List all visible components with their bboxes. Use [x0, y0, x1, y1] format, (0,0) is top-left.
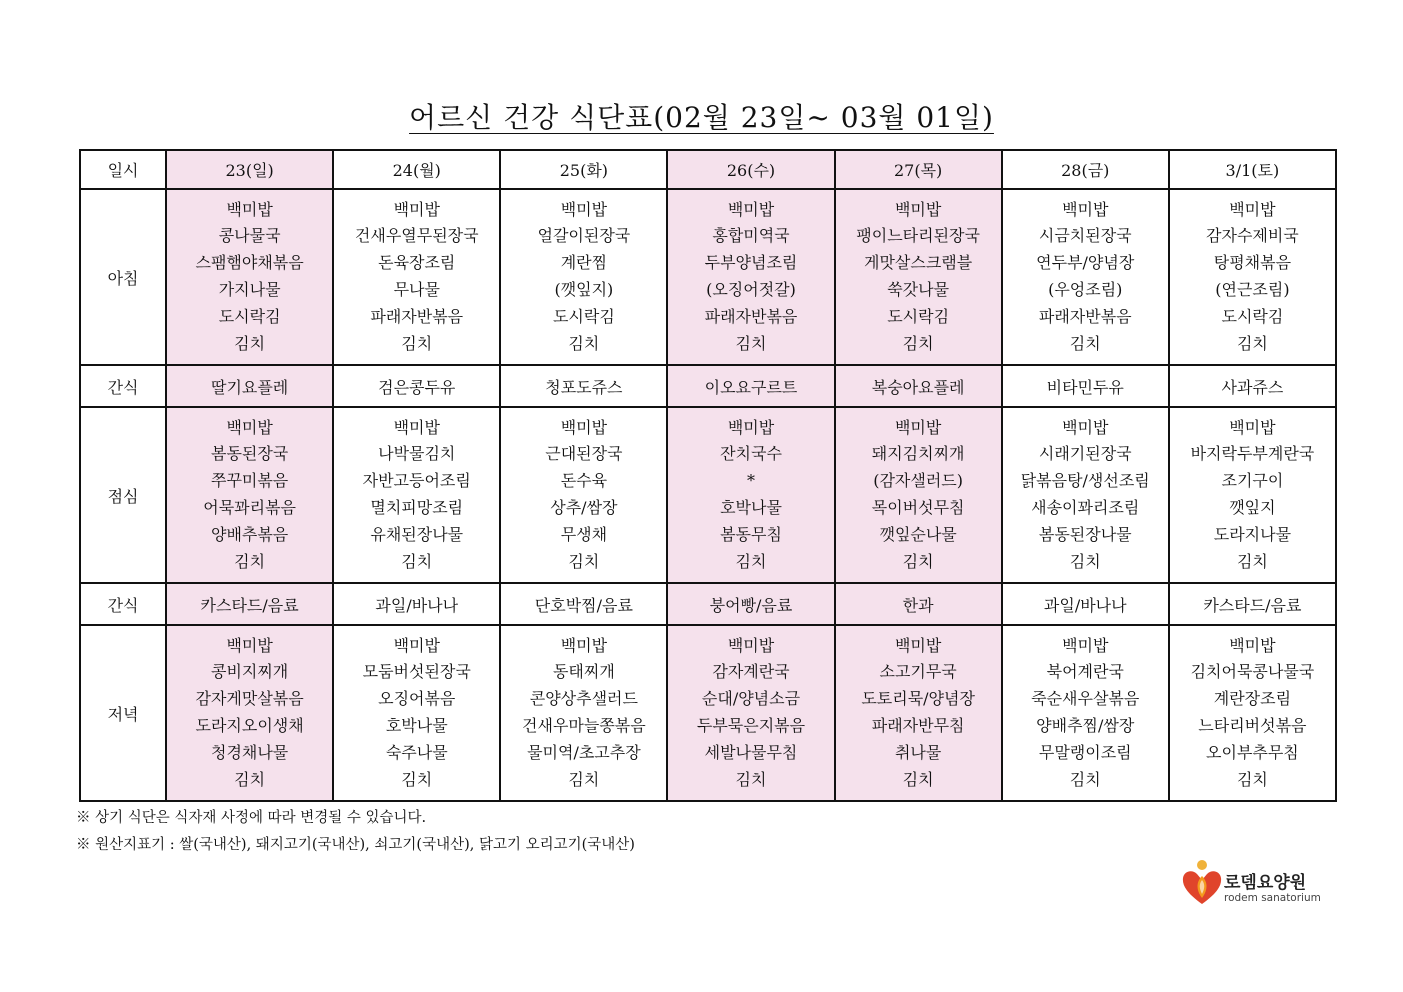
menu-item: 도토리묵/양념장 [861, 689, 975, 709]
menu-cell [333, 407, 500, 583]
menu-item: 백미밥 [226, 199, 273, 219]
menu-item: 김치 [568, 333, 600, 353]
menu-item: 무생채 [560, 524, 608, 544]
menu-item: 양배추볶음 [210, 524, 289, 544]
row-label: 간식 [80, 583, 166, 625]
menu-item: 백미밥 [393, 417, 440, 437]
menu-item: 두부양념조림 [704, 253, 798, 273]
menu-item: (오징어젓갈) [706, 280, 796, 299]
menu-item: 어묵꽈리볶음 [203, 498, 296, 517]
menu-cell [166, 407, 333, 583]
menu-item: 파래자반볶음 [704, 306, 798, 326]
menu-item: 봄동된장국 [210, 444, 289, 464]
menu-item: 동태찌개 [552, 662, 615, 682]
menu-item: 도시락김 [887, 306, 950, 326]
header-row [80, 150, 1336, 189]
meal-row [80, 407, 1336, 583]
day-header: 24(월) [333, 150, 500, 189]
menu-item: 콩비지찌개 [210, 662, 289, 682]
menu-item: 도라지나물 [1213, 524, 1292, 544]
menu-cell [835, 407, 1002, 583]
menu-item: 계란찜 [560, 253, 608, 273]
menu-item: 김치 [1236, 333, 1268, 353]
menu-item: 새송이꽈리조림 [1031, 498, 1140, 517]
day-header: 26(수) [667, 150, 834, 189]
menu-item: 오이부추무침 [1206, 742, 1299, 762]
menu-cell [333, 625, 500, 801]
menu-item: 호박나물 [385, 716, 448, 735]
menu-item: 건새우마늘쫑볶음 [522, 716, 646, 735]
menu-item: 오징어볶음 [378, 689, 456, 709]
snack-cell: 단호박찜/음료 [500, 583, 667, 625]
menu-item: 김치 [1236, 551, 1268, 571]
menu-item: (깻잎지) [554, 280, 614, 299]
menu-item: 가지나물 [218, 280, 281, 299]
meal-table [79, 149, 1337, 802]
menu-item: 얼갈이된장국 [537, 226, 631, 246]
menu-item: 깻잎지 [1229, 498, 1276, 517]
menu-item: 백미밥 [727, 199, 775, 219]
menu-item: 느타리버섯볶음 [1198, 716, 1307, 735]
menu-item: 백미밥 [393, 635, 440, 655]
menu-item: 김치 [735, 769, 767, 789]
header-label: 일시 [80, 150, 166, 189]
snack-cell: 카스타드/음료 [166, 583, 333, 625]
menu-item: 숙주나물 [385, 742, 448, 762]
menu-cell [667, 407, 834, 583]
menu-item: 게맛살스크램블 [864, 253, 973, 273]
menu-cell [1169, 625, 1336, 801]
menu-item: 취나물 [894, 742, 942, 762]
menu-cell [667, 189, 834, 365]
menu-cell [333, 189, 500, 365]
menu-item: * [747, 471, 755, 491]
logo-heart-icon [1180, 858, 1224, 908]
menu-item: 감자계란국 [712, 662, 790, 682]
menu-item: 백미밥 [1229, 635, 1276, 655]
menu-item: 감자수제비국 [1206, 226, 1299, 246]
menu-item: 김치 [1069, 769, 1101, 789]
menu-item: 파래자반볶음 [1038, 306, 1132, 326]
row-label: 점심 [80, 407, 166, 583]
menu-item: 모둠버섯된장국 [362, 662, 471, 682]
menu-item: 김치 [735, 551, 767, 571]
menu-item: 백미밥 [560, 199, 608, 219]
snack-cell: 이오요구르트 [667, 365, 834, 407]
menu-item: 물미역/초고추장 [527, 742, 641, 762]
snack-row [80, 365, 1336, 407]
menu-item: 계란장조림 [1213, 689, 1292, 709]
menu-item: 스팸햄야채볶음 [195, 253, 304, 273]
day-header: 23(일) [166, 150, 333, 189]
menu-item: 세발나물무침 [704, 742, 798, 762]
menu-cell [166, 189, 333, 365]
menu-item: 김치 [1069, 551, 1101, 571]
menu-item: 백미밥 [894, 635, 942, 655]
menu-item: 멸치피망조림 [370, 498, 464, 517]
menu-item: 도시락김 [218, 306, 281, 326]
menu-item: 파래자반볶음 [370, 306, 464, 326]
menu-cell [166, 625, 333, 801]
snack-cell: 비타민두유 [1002, 365, 1169, 407]
menu-item: 봄동무침 [720, 524, 782, 544]
menu-item: 팽이느타리된장국 [856, 226, 980, 246]
day-header: 3/1(토) [1169, 150, 1336, 189]
day-header: 27(목) [835, 150, 1002, 189]
menu-item: 백미밥 [560, 417, 608, 437]
menu-item: 무나물 [393, 280, 440, 299]
menu-item: 백미밥 [1062, 417, 1109, 437]
menu-item: 북어계란국 [1046, 662, 1124, 682]
day-header: 28(금) [1002, 150, 1169, 189]
menu-item: 김치 [234, 333, 266, 353]
menu-item: 두부묵은지볶음 [696, 716, 806, 735]
menu-item: 봄동된장나물 [1038, 524, 1132, 544]
menu-item: 백미밥 [393, 199, 440, 219]
menu-cell [667, 625, 834, 801]
menu-item: 김치 [902, 551, 934, 571]
note-origin: ※ 원산지표기 : 쌀(국내산), 돼지고기(국내산), 쇠고기(국내산), 닭고기 오리고기(국내산) [76, 837, 635, 853]
menu-item: 김치어묵콩나물국 [1190, 662, 1315, 682]
row-label: 간식 [80, 365, 166, 407]
menu-item: 깻잎순나물 [879, 524, 957, 544]
menu-item: 백미밥 [727, 417, 775, 437]
logo-subtitle: rodem sanatorium [1224, 892, 1321, 904]
logo [1180, 858, 1340, 908]
menu-item: 백미밥 [894, 199, 942, 219]
menu-item: 백미밥 [1062, 635, 1109, 655]
menu-cell [500, 625, 667, 801]
menu-cell [835, 189, 1002, 365]
menu-item: (우엉조림) [1048, 280, 1123, 299]
snack-cell: 붕어빵/음료 [667, 583, 834, 625]
menu-item: 바지락두부계란국 [1190, 444, 1315, 464]
snack-cell: 한과 [835, 583, 1002, 625]
menu-item: 죽순새우살볶음 [1031, 689, 1140, 709]
menu-item: 돈수육 [560, 471, 608, 491]
menu-item: 도시락김 [1221, 306, 1284, 326]
page-title: 어르신 건강 식단표(02월 23일~ 03월 01일) [409, 101, 994, 134]
note-change: ※ 상기 식단은 식자재 사정에 따라 변경될 수 있습니다. [76, 810, 427, 826]
menu-item: 목이버섯무침 [871, 498, 965, 517]
menu-item: 소고기무국 [879, 662, 957, 682]
menu-item: 나박물김치 [378, 444, 456, 464]
menu-item: 잔치국수 [720, 444, 782, 464]
menu-item: 백미밥 [226, 417, 273, 437]
menu-cell [835, 625, 1002, 801]
row-label: 저녁 [80, 625, 166, 801]
menu-item: 백미밥 [560, 635, 608, 655]
menu-cell [1002, 625, 1169, 801]
menu-item: 상추/쌈장 [550, 498, 618, 517]
menu-item: 조기구이 [1221, 471, 1284, 491]
menu-cell [1002, 407, 1169, 583]
menu-item: 도시락김 [552, 306, 615, 326]
menu-item: 백미밥 [1229, 417, 1276, 437]
menu-item: 건새우열무된장국 [354, 226, 479, 246]
logo-name: 로뎀요양원 [1224, 873, 1307, 893]
menu-item: 탕평채볶음 [1213, 253, 1292, 273]
menu-item: 시금치된장국 [1038, 226, 1132, 246]
menu-item: 김치 [234, 769, 266, 789]
menu-item: 콩나물국 [218, 226, 281, 246]
menu-item: 무말랭이조림 [1038, 742, 1132, 762]
snack-cell: 카스타드/음료 [1169, 583, 1336, 625]
day-header: 25(화) [500, 150, 667, 189]
menu-item: 시래기된장국 [1038, 444, 1132, 464]
menu-item: 닭볶음탕/생선조림 [1020, 471, 1150, 491]
menu-item: 파래자반무침 [871, 716, 965, 735]
menu-item: 도라지오이생채 [195, 716, 304, 735]
menu-item: (연근조림) [1215, 280, 1290, 299]
menu-item: 김치 [902, 769, 934, 789]
menu-item: 돈육장조림 [378, 253, 456, 273]
menu-item: 김치 [735, 333, 767, 353]
menu-item: 김치 [568, 769, 600, 789]
menu-item: 김치 [401, 333, 433, 353]
menu-item: 홍합미역국 [712, 226, 790, 246]
menu-item: 유채된장나물 [370, 524, 464, 544]
snack-cell: 검은콩두유 [333, 365, 500, 407]
menu-item: 호박나물 [720, 498, 782, 517]
menu-item: 김치 [234, 551, 266, 571]
menu-item: 근대된장국 [545, 444, 623, 464]
snack-cell: 사과쥬스 [1169, 365, 1336, 407]
menu-cell [500, 407, 667, 583]
menu-item: 콘양상추샐러드 [529, 689, 638, 709]
menu-item: 김치 [902, 333, 934, 353]
menu-cell [1169, 189, 1336, 365]
menu-item: 백미밥 [1229, 199, 1276, 219]
menu-cell [1169, 407, 1336, 583]
snack-cell: 딸기요플레 [166, 365, 333, 407]
snack-cell: 복숭아요플레 [835, 365, 1002, 407]
menu-item: 자반고등어조림 [362, 471, 471, 491]
menu-item: 백미밥 [1062, 199, 1109, 219]
menu-item: 쑥갓나물 [887, 280, 950, 299]
menu-item: 김치 [401, 769, 433, 789]
menu-item: 백미밥 [727, 635, 775, 655]
menu-item: 김치 [568, 551, 600, 571]
menu-item: 연두부/양념장 [1036, 253, 1135, 273]
menu-item: 김치 [1236, 769, 1268, 789]
menu-item: 감자게맛살볶음 [195, 689, 304, 709]
menu-item: (감자샐러드) [873, 471, 963, 491]
meal-row [80, 189, 1336, 365]
menu-item: 순대/양념소금 [701, 689, 801, 709]
snack-row [80, 583, 1336, 625]
menu-item: 백미밥 [894, 417, 942, 437]
snack-cell: 과일/바나나 [333, 583, 500, 625]
menu-item: 양배추찜/쌈장 [1036, 716, 1135, 735]
menu-cell [1002, 189, 1169, 365]
menu-item: 돼지김치찌개 [871, 444, 965, 464]
menu-item: 청경채나물 [210, 742, 289, 762]
meal-row [80, 625, 1336, 801]
snack-cell: 청포도쥬스 [500, 365, 667, 407]
snack-cell: 과일/바나나 [1002, 583, 1169, 625]
row-label: 아침 [80, 189, 166, 365]
menu-item: 김치 [401, 551, 433, 571]
menu-item: 백미밥 [226, 635, 273, 655]
menu-cell [500, 189, 667, 365]
menu-item: 김치 [1069, 333, 1101, 353]
notes [76, 805, 635, 859]
menu-item: 쭈꾸미볶음 [210, 471, 289, 491]
